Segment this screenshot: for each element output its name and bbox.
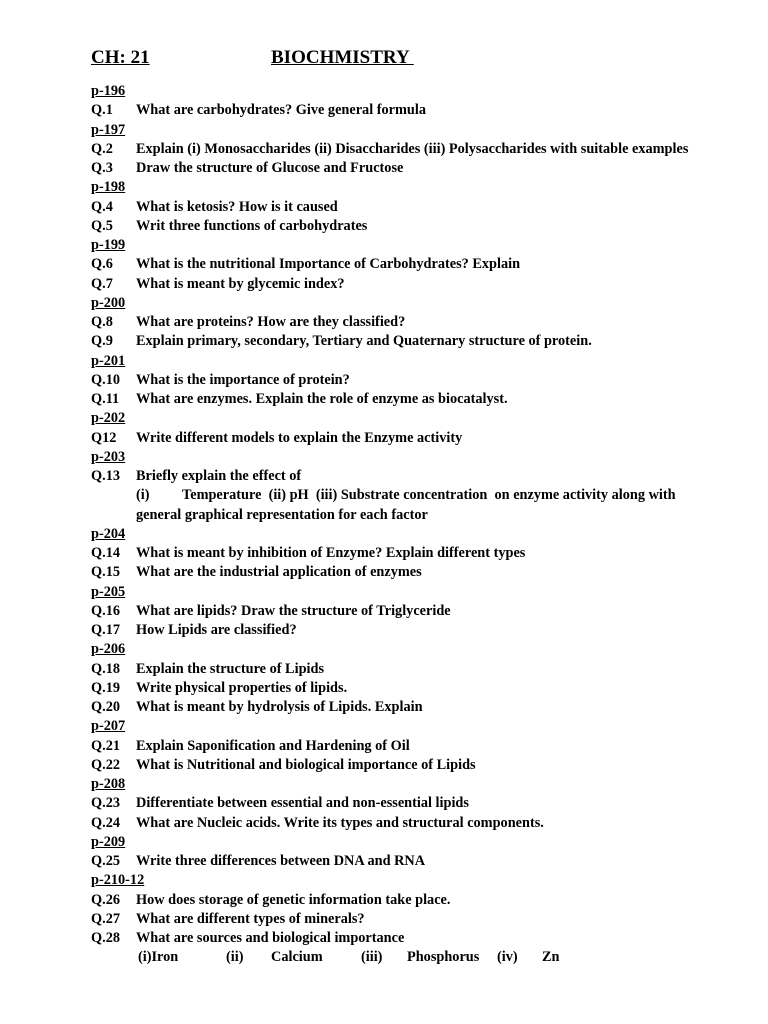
question-number: Q.11 [91,391,120,407]
question-text: What is ketosis? How is it caused [136,198,338,215]
question-item [91,467,731,486]
chapter-number: CH: 21 [91,47,150,68]
page-reference-label: p-200 [91,294,126,311]
question-text: Explain the structure of Lipids [136,660,325,677]
question-number: Q.6 [91,256,113,273]
question-text: What are different types of minerals? [136,910,365,927]
page-reference [91,833,731,852]
question-number: Q.25 [91,853,120,869]
question-number: Q.7 [91,275,113,292]
question-text: What is Nutritional and biological importance of Lipids [136,756,476,773]
question-item [91,217,731,236]
question-item [91,275,731,294]
question-number: Q.14 [91,545,120,561]
page-reference-label: p-203 [91,448,126,465]
question-number: Q12 [91,429,117,446]
mineral-item: (ii) [226,949,244,966]
question-text: What are the industrial application of enzymes [136,564,422,581]
mineral-item: Calcium [271,949,323,966]
question-text: Explain Saponification and Hardening of Oil [136,737,410,754]
subpart-label: (i) [136,487,150,504]
question-item [91,852,731,871]
page-reference-label: p-208 [91,776,126,792]
question-number: Q.27 [91,910,120,927]
question-item [91,621,731,640]
question-number: Q.19 [91,679,120,696]
page-reference [91,871,731,890]
question-item [91,737,731,756]
page-reference [91,352,731,371]
page-reference [91,294,731,313]
question-item [91,140,731,159]
question-item [91,544,731,563]
question-item [91,814,731,833]
page-reference [91,640,731,659]
question-item [91,563,731,582]
subpart-text: Temperature (ii) pH (iii) Substrate concentration on enzyme activity along with [182,487,676,504]
question-number: Q.20 [91,699,120,715]
question-number: Q.26 [91,891,120,908]
question-text: How does storage of genetic information take place. [136,891,451,908]
question-item [91,891,731,910]
question-text: What is meant by hydrolysis of Lipids. Explain [136,699,423,715]
page-reference-label: p-196 [91,83,126,99]
question-number: Q.21 [91,737,120,754]
page-reference [91,409,731,428]
question-text: What are sources and biological importance [136,930,405,946]
page-reference-label: p-205 [91,583,126,600]
page-reference [91,236,731,255]
question-number: Q.4 [91,198,113,215]
question-number: Q.13 [91,468,120,484]
question-text: Write three differences between DNA and RNA [136,853,426,869]
page-reference-label: p-209 [91,833,126,850]
question-text: What is meant by glycemic index? [136,275,345,292]
question-item [91,602,731,621]
question-text: What is meant by inhibition of Enzyme? Explain different types [136,545,526,561]
mineral-item: (i)Iron [138,949,179,966]
question-number: Q.16 [91,602,120,619]
question-text: What are Nucleic acids. Write its types and structural components. [136,814,544,831]
page-reference-label: p-198 [91,179,126,196]
question-item [91,794,731,813]
mineral-item: Phosphorus [407,949,480,966]
page-reference-label: p-199 [91,237,126,253]
page-reference-label: p-202 [91,410,126,427]
question-text: Write physical properties of lipids. [136,679,348,696]
question-text: Differentiate between essential and non-essential lipids [136,795,469,812]
question-continuation [91,506,731,525]
page-reference [91,583,731,602]
question-text: Briefly explain the effect of [136,468,302,484]
question-item [91,429,731,448]
question-text: Draw the structure of Glucose and Fructose [136,160,404,176]
question-item [91,679,731,698]
question-number: Q.28 [91,930,120,946]
question-number: Q.2 [91,140,113,157]
question-text: Write different models to explain the Enzyme activity [136,429,463,446]
question-item [91,371,731,390]
page-reference-label: p-204 [91,525,126,542]
question-number: Q.8 [91,314,113,330]
mineral-item: Zn [542,949,560,966]
question-list [91,82,731,968]
question-subpart [91,486,731,505]
page-reference [91,775,731,794]
page-reference-label: p-201 [91,352,126,369]
question-item [91,698,731,717]
page-reference [91,525,731,544]
question-number: Q.24 [91,814,120,831]
question-text: What are carbohydrates? Give general formula [136,102,426,119]
question-text: What is the importance of protein? [136,371,350,388]
question-item [91,660,731,679]
question-text: What are proteins? How are they classified? [136,314,406,330]
question-item [91,910,731,929]
chapter-header [91,47,731,71]
mineral-list [91,948,731,967]
page-reference [91,178,731,197]
question-item [91,756,731,775]
continuation-text: general graphical representation for each factor [136,506,428,523]
mineral-item: (iv) [497,949,518,966]
question-item [91,198,731,217]
page-reference-label: p-210-12 [91,872,145,889]
question-number: Q.15 [91,564,120,581]
question-number: Q.5 [91,217,113,234]
page-reference [91,121,731,140]
question-text: How Lipids are classified? [136,622,297,638]
question-item [91,390,731,409]
mineral-item: (iii) [361,949,383,966]
question-item [91,332,731,351]
question-item [91,313,731,332]
question-text: Explain primary, secondary, Tertiary and Quaternary structure of protein. [136,333,592,350]
page-reference-label: p-206 [91,641,126,658]
question-item [91,255,731,274]
page-reference [91,448,731,467]
question-number: Q.9 [91,333,113,350]
page-reference [91,717,731,736]
question-text: Explain (i) Monosaccharides (ii) Disaccharides (iii) Polysaccharides with suitable examples [136,140,689,157]
question-text: What are enzymes. Explain the role of enzyme as biocatalyst. [136,391,508,407]
question-number: Q.17 [91,622,120,638]
page-reference-label: p-207 [91,718,126,735]
chapter-title: BIOCHMISTRY [271,47,414,68]
question-text: What are lipids? Draw the structure of Triglyceride [136,602,451,619]
question-item [91,159,731,178]
question-number: Q.3 [91,160,113,176]
question-number: Q.18 [91,660,120,677]
question-item [91,101,731,120]
question-number: Q.22 [91,756,120,773]
page-reference [91,82,731,101]
question-item [91,929,731,948]
page-reference-label: p-197 [91,121,126,138]
question-number: Q.10 [91,371,120,388]
question-number: Q.23 [91,795,120,812]
question-number: Q.1 [91,102,113,119]
question-text: Writ three functions of carbohydrates [136,217,368,234]
question-text: What is the nutritional Importance of Carbohydrates? Explain [136,256,521,273]
